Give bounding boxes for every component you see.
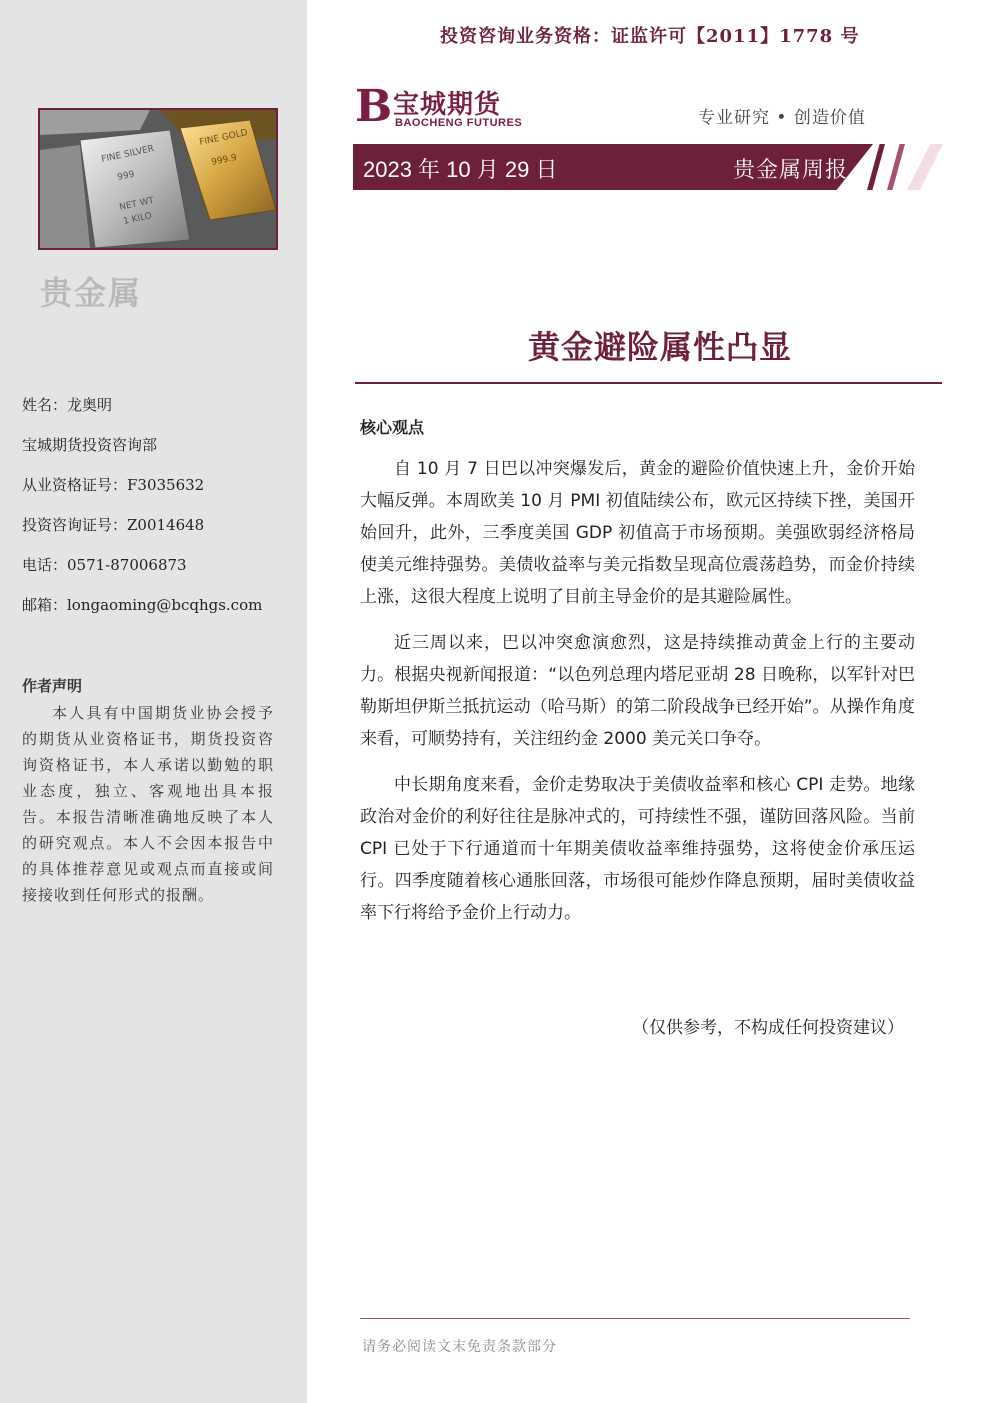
declaration-title: 作者声明 — [22, 677, 83, 695]
gold-bar-label-1: FINE GOLD — [198, 127, 249, 148]
logo-english-name: BAOCHENG FUTURES — [395, 117, 523, 129]
article-paragraph: 自 10 月 7 日巴以冲突爆发后，黄金的避险价值快速上升，金价开始大幅反弹。本周欧美 10 月 PMI 初值陆续公布，欧元区持续下挫，美国开始回升，此外，三季度美国 GDP 初值高于市场预期。美强欧弱经济格局使美元维持强势。美债收益率与美元指数呈现高位震荡趋势，而金价持续上涨，这很大程度上说明了目前主导金价的是其避险属性。 — [360, 459, 915, 607]
metal-bars-illustration — [40, 110, 276, 248]
author-phone: 电话：0571-87006873 — [22, 556, 187, 574]
article-paragraph: 近三周以来，巴以冲突愈演愈烈，这是持续推动黄金上行的主要动力。根据央视新闻报道：“以色列总理内塔尼亚胡 28 日晚称，以军针对巴勒斯坦伊斯兰抵抗运动（哈马斯）的第二阶段战争已经开始”。从操作角度来看，可顺势持有，关注纽约金 2000 美元关口争夺。 — [360, 633, 915, 749]
investment-disclaimer-note: （仅供参考，不构成任何投资建议） — [632, 1018, 904, 1038]
article-title: 黄金避险属性凸显 — [527, 328, 792, 366]
sidebar — [0, 0, 307, 1403]
report-banner — [353, 144, 943, 190]
silver-bar-label-2: 999 — [116, 169, 136, 183]
author-consulting-license: 投资咨询证号：Z0014648 — [22, 516, 205, 534]
silver-bar-label-1: FINE SILVER — [100, 144, 156, 165]
logo-mark-icon: B — [355, 81, 393, 132]
sidebar-category: 贵金属 — [40, 274, 143, 312]
footer-divider — [360, 1318, 910, 1319]
author-department: 宝城期货投资咨询部 — [22, 436, 158, 454]
article-paragraph: 中长期角度来看，金价走势取决于美债收益率和核心 CPI 走势。地缘政治对金价的利好往往是脉冲式的，可持续性不强，谨防回落风险。当前 CPI 已处于下行通道而十年期美债收益率维持强势，这将使金价承压运行。四季度随着核心通胀回落，市场很可能炒作降息预期，届时美债收益率下行将给予金价上行动力。 — [360, 775, 915, 923]
banner-stripe — [887, 144, 905, 190]
author-name: 姓名：龙奥明 — [22, 396, 113, 414]
logo-chinese-name: 宝城期货 — [393, 90, 502, 120]
precious-metal-bars-image — [38, 108, 278, 250]
footer-disclaimer: 请务必阅读文末免责条款部分 — [362, 1339, 557, 1355]
author-practice-license: 从业资格证号：F3035632 — [22, 476, 205, 494]
title-divider — [355, 382, 942, 384]
article-body — [360, 453, 915, 943]
banner-stripe — [907, 144, 943, 190]
license-statement: 投资咨询业务资格：证监许可【2011】1778 号 — [440, 26, 860, 47]
banner-stripe — [867, 144, 885, 190]
silver-bar-label-3: NET WT — [118, 195, 156, 213]
report-type: 贵金属周报 — [733, 158, 849, 183]
author-email: 邮箱：longaoming@bcqhgs.com — [22, 596, 263, 614]
silver-bar-label-4: 1 KILO — [122, 211, 153, 227]
declaration-body: 本人具有中国期货业协会授予的期货从业资格证书，期货投资咨询资格证书，本人承诺以勤勉的职业态度，独立、客观地出具本报告。本报告清晰准确地反映了本人的研究观点。本人不会因本报告中的具体推荐意见或观点而直接或间接接收到任何形式的报酬。 — [22, 704, 274, 904]
company-logo — [355, 81, 535, 134]
company-slogan: 专业研究 • 创造价值 — [698, 108, 866, 128]
report-date: 2023 年 10 月 29 日 — [363, 157, 558, 182]
section-heading: 核心观点 — [360, 418, 425, 437]
gold-bar-label-2: 999.9 — [210, 152, 238, 168]
author-info — [22, 393, 262, 633]
